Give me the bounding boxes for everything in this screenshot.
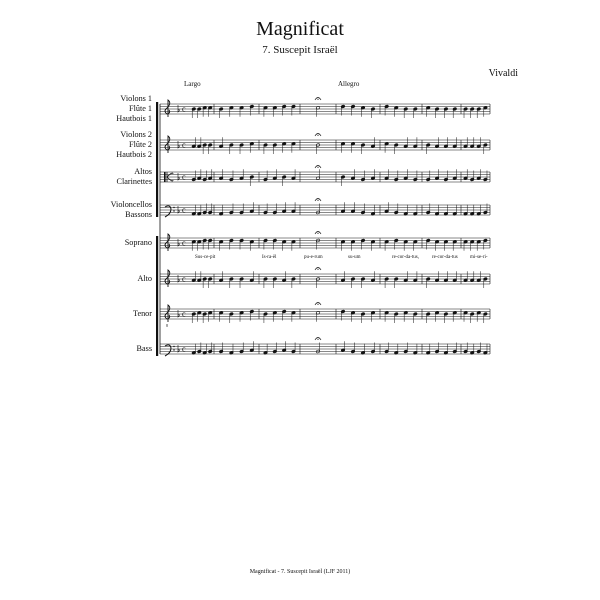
treble-clef-icon bbox=[165, 100, 170, 117]
flat-key-icon bbox=[178, 310, 180, 317]
time-signature: c bbox=[182, 104, 186, 114]
time-signature: c bbox=[182, 344, 186, 354]
fermata-dot bbox=[317, 269, 318, 270]
time-signature: c bbox=[182, 172, 186, 182]
instrument-name: Flûte 2 bbox=[129, 140, 152, 149]
instrument-name: Bass bbox=[136, 344, 152, 353]
instrument-name: Tenor bbox=[133, 309, 152, 318]
instrument-name: Soprano bbox=[124, 238, 152, 247]
instrument-name: Violoncellos bbox=[110, 200, 152, 209]
fermata-dot bbox=[317, 135, 318, 136]
bass-clef-dot bbox=[173, 210, 174, 211]
fermata-dot bbox=[317, 304, 318, 305]
instrument-name: Hautbois 1 bbox=[116, 114, 152, 123]
bass-clef-dot bbox=[173, 207, 174, 208]
bass-clef-dot bbox=[173, 346, 174, 347]
movement-subtitle: 7. Suscepit Israël bbox=[262, 44, 338, 56]
time-signature: c bbox=[182, 274, 186, 284]
fermata-dot bbox=[317, 233, 318, 234]
instrument-name: Hautbois 2 bbox=[116, 150, 152, 159]
treble-clef-icon bbox=[165, 305, 170, 322]
lyric-syllable: pu-e-rum bbox=[304, 255, 323, 260]
lyric-syllable: Sus-ce-pit bbox=[195, 255, 216, 260]
composer-name: Vivaldi bbox=[488, 68, 518, 79]
treble-clef-icon bbox=[165, 270, 170, 287]
lyric-syllable: Is-ra-ël bbox=[262, 255, 277, 260]
alto-clef-icon bbox=[164, 172, 166, 182]
treble-clef-icon bbox=[165, 234, 170, 251]
instrument-bracket bbox=[156, 102, 158, 217]
fermata-dot bbox=[317, 339, 318, 340]
time-signature: c bbox=[182, 205, 186, 215]
flat-key-icon bbox=[178, 173, 180, 180]
page-footer: Magnificat - 7. Suscepit Israël (LJF 2011) bbox=[249, 569, 351, 575]
instrument-name: Violons 1 bbox=[120, 94, 152, 103]
flat-key-icon bbox=[178, 105, 180, 112]
choir-bracket bbox=[156, 236, 158, 356]
time-signature: c bbox=[182, 309, 186, 319]
instrument-name: Alto bbox=[137, 274, 152, 283]
instrument-name: Clarinettes bbox=[116, 177, 152, 186]
time-signature: c bbox=[182, 140, 186, 150]
instrument-name: Flûte 1 bbox=[129, 104, 152, 113]
tempo-largo: Largo bbox=[184, 80, 201, 88]
instrument-name: Violons 2 bbox=[120, 130, 152, 139]
flat-key-icon bbox=[178, 141, 180, 148]
instrument-name: Bassons bbox=[125, 210, 152, 219]
treble-clef-icon bbox=[165, 136, 170, 153]
fermata-dot bbox=[317, 99, 318, 100]
lyric-syllable: re-cor-da-tus bbox=[432, 255, 458, 260]
clef-octave-mark: 8 bbox=[166, 323, 168, 328]
fermata-dot bbox=[317, 200, 318, 201]
flat-key-icon bbox=[178, 275, 180, 282]
score-title: Magnificat bbox=[256, 18, 344, 40]
instrument-name: Altos bbox=[134, 167, 152, 176]
flat-key-icon bbox=[178, 239, 180, 246]
bass-clef-dot bbox=[173, 349, 174, 350]
lyric-syllable: re-cor-da-tus, bbox=[392, 255, 419, 260]
flat-key-icon bbox=[178, 206, 180, 213]
fermata-dot bbox=[317, 167, 318, 168]
lyric-syllable: su-um bbox=[348, 255, 361, 260]
lyric-syllable: mi-se-ri- bbox=[470, 255, 488, 260]
time-signature: c bbox=[182, 238, 186, 248]
tempo-allegro: Allegro bbox=[338, 80, 360, 88]
flat-key-icon bbox=[178, 345, 180, 352]
